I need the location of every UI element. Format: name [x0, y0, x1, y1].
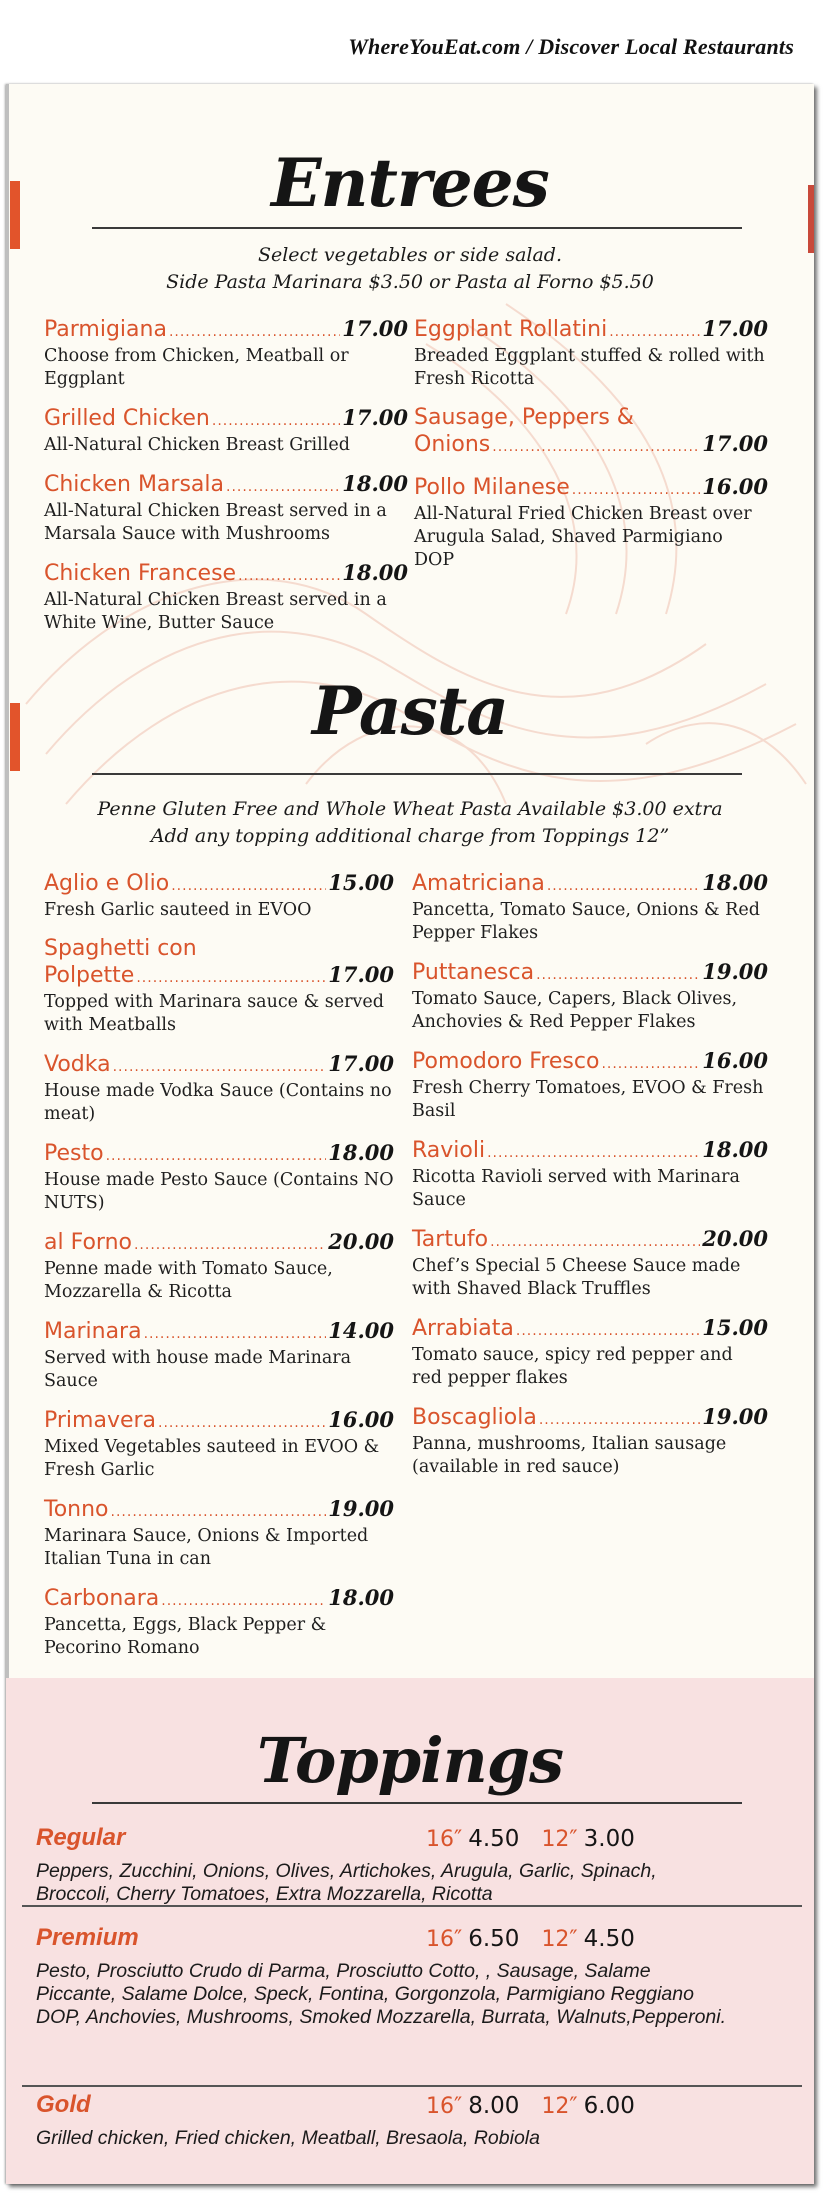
item-description: All-Natural Chicken Breast served in a Marsala Sauce with Mushrooms: [44, 501, 387, 544]
menu-item[interactable]: [44, 471, 408, 546]
section-divider: [92, 773, 742, 775]
item-description: Pancetta, Eggs, Black Pepper & Pecorino Romano: [44, 1615, 327, 1658]
item-price: 18.00: [702, 870, 768, 895]
item-name: Boscagliola: [412, 1405, 537, 1430]
leader-dots: [536, 962, 700, 988]
item-description: Tomato Sauce, Capers, Black Olives, Anchovies & Red Pepper Flakes: [412, 989, 738, 1032]
size-price: 4.50: [468, 1826, 520, 1852]
leader-dots: [212, 408, 340, 434]
menu-item[interactable]: [44, 1496, 394, 1571]
item-name: Polpette: [44, 963, 135, 988]
menu-item[interactable]: [44, 1051, 394, 1126]
size-price: 4.50: [583, 1926, 635, 1952]
topping-list: Peppers, Zucchini, Onions, Olives, Artichokes, Arugula, Garlic, Spinach, Broccoli, Cherry Tomatoes, Extra Mozzarella, Ricotta: [36, 1860, 657, 1905]
leader-dots: [516, 1318, 700, 1344]
item-description: All-Natural Chicken Breast served in a White Wine, Butter Sauce: [44, 590, 387, 633]
topping-list: Pesto, Prosciutto Crudo di Parma, Prosciutto Cotto, , Sausage, Salame Piccante, Salame Dolce, Speck, Fontina, Gorgonzola, Parmigiano Reggiano DOP, Anchovies, Mushrooms, Smoked Mozzarella, Burrata, Walnuts,Pepperoni.: [36, 1960, 727, 2028]
size-label: 16″: [426, 1927, 463, 1952]
size-price: 6.50: [468, 1926, 520, 1952]
leader-dots: [111, 1499, 327, 1525]
topping-tier-name: Premium: [36, 1924, 139, 1951]
menu-item[interactable]: [44, 1407, 394, 1482]
item-name: Eggplant Rollatini: [414, 317, 608, 342]
item-description: All-Natural Fried Chicken Breast over Arugula Salad, Shaved Parmigiano DOP: [414, 504, 752, 570]
pasta-subtitle: [6, 796, 814, 850]
item-name: Aglio e Olio: [44, 871, 170, 896]
item-name: Ravioli: [412, 1138, 486, 1163]
menu-item[interactable]: [412, 870, 768, 945]
item-name: Onions: [414, 432, 491, 457]
section-title-pasta: Pasta: [311, 672, 509, 750]
section-title-toppings: Toppings: [257, 1724, 563, 1797]
menu-item[interactable]: [412, 959, 768, 1034]
item-name: Sausage, Peppers &: [414, 405, 634, 430]
menu-item[interactable]: [414, 316, 768, 391]
size-label: 16″: [426, 1827, 463, 1852]
menu-item[interactable]: [44, 1140, 394, 1215]
item-name: Carbonara: [44, 1586, 160, 1611]
leader-dots: [158, 1410, 326, 1436]
item-price: 16.00: [702, 1048, 768, 1073]
menu-item[interactable]: [412, 1048, 768, 1123]
item-price: 17.00: [702, 316, 768, 341]
item-price: 16.00: [328, 1407, 394, 1432]
size-price: 8.00: [468, 2093, 520, 2119]
leader-dots: [113, 1054, 327, 1080]
item-price: 19.00: [702, 959, 768, 984]
item-price: 15.00: [328, 870, 394, 895]
item-name: Amatriciana: [412, 871, 545, 896]
item-description: Penne made with Tomato Sauce, Mozzarella & Ricotta: [44, 1259, 333, 1302]
item-name: Vodka: [44, 1052, 111, 1077]
topping-group-premium: [36, 1924, 776, 2074]
leader-dots: [169, 319, 340, 345]
item-price: 15.00: [702, 1315, 768, 1340]
item-description: Chef’s Special 5 Cheese Sauce made with Shaved Black Truffles: [412, 1256, 741, 1299]
item-name: Pomodoro Fresco: [412, 1049, 600, 1074]
topping-prices: [426, 1826, 635, 1852]
topping-list: Grilled chicken, Fried chicken, Meatball, Bresaola, Robiola: [36, 2127, 540, 2149]
item-name: Chicken Marsala: [44, 472, 224, 497]
entrees-left-column: [44, 316, 408, 649]
subtitle-line: Side Pasta Marinara $3.50 or Pasta al Forno $5.50: [166, 271, 654, 293]
menu-item[interactable]: [412, 1226, 768, 1301]
site-title[interactable]: WhereYouEat.com / Discover Local Restaurants: [348, 34, 794, 59]
menu-item[interactable]: [412, 1137, 768, 1212]
menu-item[interactable]: [412, 1404, 768, 1479]
size-label: 12″: [541, 1927, 578, 1952]
leader-dots: [601, 1051, 700, 1077]
item-description: All-Natural Chicken Breast Grilled: [44, 435, 350, 455]
item-description: House made Pesto Sauce (Contains NO NUTS): [44, 1170, 394, 1213]
menu-item[interactable]: [412, 1315, 768, 1390]
item-description: Ricotta Ravioli served with Marinara Sauce: [412, 1167, 740, 1210]
item-description: Pancetta, Tomato Sauce, Onions & Red Pepper Flakes: [412, 900, 760, 943]
leader-dots: [490, 1229, 700, 1255]
section-divider: [92, 1802, 742, 1804]
item-price: 17.00: [328, 962, 394, 987]
leader-dots: [238, 563, 340, 589]
leader-dots: [144, 1321, 327, 1347]
topping-tier-name: Regular: [36, 1824, 126, 1851]
item-description: Fresh Cherry Tomatoes, EVOO & Fresh Basil: [412, 1078, 764, 1121]
site-header: [6, 6, 816, 84]
item-name: Pollo Milanese: [414, 475, 570, 500]
item-price: 20.00: [702, 1226, 768, 1251]
item-price: 18.00: [342, 560, 408, 585]
item-description: Breaded Eggplant stuffed & rolled with Fresh Ricotta: [414, 346, 765, 389]
leader-dots: [106, 1143, 327, 1169]
item-name: Chicken Francese: [44, 561, 237, 586]
subtitle-line: Penne Gluten Free and Whole Wheat Pasta Available $3.00 extra: [97, 798, 723, 820]
item-name: Tonno: [44, 1497, 109, 1522]
toppings-divider: [22, 2085, 802, 2087]
item-name: Marinara: [44, 1319, 142, 1344]
item-price: 17.00: [328, 1051, 394, 1076]
item-name: Puttanesca: [412, 960, 535, 985]
item-name: Arrabiata: [412, 1316, 514, 1341]
item-name: Pesto: [44, 1141, 104, 1166]
item-name: Parmigiana: [44, 317, 167, 342]
topping-group-gold: [36, 2091, 776, 2171]
menu-item[interactable]: [414, 405, 768, 460]
item-price: 18.00: [328, 1140, 394, 1165]
leader-dots: [171, 873, 326, 899]
leader-dots: [492, 434, 700, 460]
item-name: Spaghetti con: [44, 936, 197, 961]
menu-page: [6, 84, 814, 2184]
item-price: 19.00: [702, 1404, 768, 1429]
leader-dots: [136, 965, 326, 991]
size-label: 16″: [426, 2094, 463, 2119]
entrees-subtitle: [6, 242, 814, 296]
size-price: 6.00: [583, 2093, 635, 2119]
item-description: Topped with Marinara sauce & served with Meatballs: [44, 992, 384, 1035]
item-description: Served with house made Marinara Sauce: [44, 1348, 352, 1391]
section-title-entrees: Entrees: [271, 144, 549, 222]
item-price: 17.00: [702, 431, 768, 456]
pasta-left-column: [44, 870, 394, 1674]
item-price: 18.00: [702, 1137, 768, 1162]
menu-item[interactable]: [44, 936, 394, 1037]
item-name: Primavera: [44, 1408, 157, 1433]
item-price: 18.00: [328, 1585, 394, 1610]
item-name: al Forno: [44, 1230, 132, 1255]
topping-tier-name: Gold: [36, 2091, 91, 2118]
item-description: Mixed Vegetables sauteed in EVOO & Fresh Garlic: [44, 1437, 380, 1480]
toppings-divider: [22, 1905, 802, 1907]
menu-item[interactable]: [44, 405, 408, 457]
menu-item[interactable]: [44, 1585, 394, 1660]
menu-item[interactable]: [44, 316, 408, 391]
item-price: 17.00: [342, 316, 408, 341]
entrees-right-column: [414, 316, 768, 586]
leader-dots: [134, 1232, 326, 1258]
item-description: Marinara Sauce, Onions & Imported Italian Tuna in can: [44, 1526, 369, 1569]
leader-dots: [572, 477, 700, 503]
size-price: 3.00: [583, 1826, 635, 1852]
topping-prices: [426, 1926, 635, 1952]
menu-item[interactable]: [44, 1318, 394, 1393]
item-name: Tartufo: [412, 1227, 489, 1252]
leader-dots: [539, 1407, 700, 1433]
item-description: Panna, mushrooms, Italian sausage (available in red sauce): [412, 1434, 727, 1477]
item-description: House made Vodka Sauce (Contains no meat): [44, 1081, 392, 1124]
item-price: 14.00: [328, 1318, 394, 1343]
size-label: 12″: [541, 2094, 578, 2119]
item-price: 17.00: [342, 405, 408, 430]
item-description: Choose from Chicken, Meatball or Eggplant: [44, 346, 349, 389]
subtitle-line: Add any topping additional charge from Toppings 12”: [150, 825, 670, 847]
topping-prices: [426, 2093, 635, 2119]
menu-item[interactable]: [44, 560, 408, 635]
menu-item[interactable]: [414, 474, 768, 572]
item-price: 20.00: [328, 1229, 394, 1254]
leader-dots: [161, 1588, 326, 1614]
item-price: 18.00: [342, 471, 408, 496]
leader-dots: [547, 873, 700, 899]
menu-item[interactable]: [44, 870, 394, 922]
section-divider: [92, 227, 742, 229]
leader-dots: [226, 474, 340, 500]
item-description: Fresh Garlic sauteed in EVOO: [44, 900, 312, 920]
item-description: Tomato sauce, spicy red pepper and red pepper flakes: [412, 1345, 733, 1388]
subtitle-line: Select vegetables or side salad.: [257, 244, 563, 266]
item-name: Grilled Chicken: [44, 406, 210, 431]
menu-item[interactable]: [44, 1229, 394, 1304]
leader-dots: [609, 319, 700, 345]
item-price: 19.00: [328, 1496, 394, 1521]
leader-dots: [487, 1140, 700, 1166]
size-label: 12″: [541, 1827, 578, 1852]
item-price: 16.00: [702, 474, 768, 499]
pasta-right-column: [412, 870, 768, 1493]
